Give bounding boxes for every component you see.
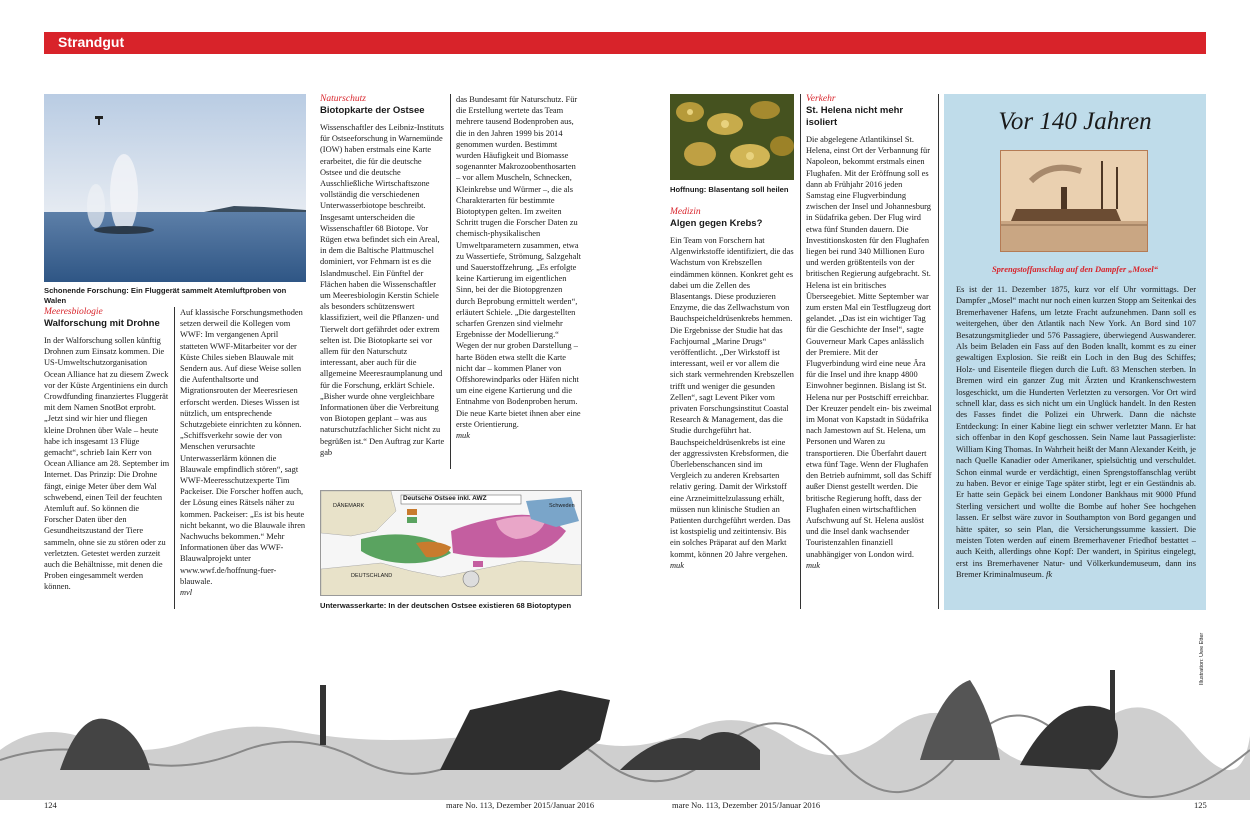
whale-author: mvl — [180, 588, 193, 598]
section-title: Strandgut — [58, 34, 125, 50]
issue-info-right: mare No. 113, Dezember 2015/Januar 2016 — [672, 800, 821, 810]
whale-text-2: Auf klassische Forschungsmethoden setzen derweil die Kollegen vom WWF: Im vergangenen April statteten WWF-Mitarbeiter vor der Küste Chiles sieben Blauwale mit Sendern aus. Auf diese Weise sollen die Aufenthaltsorte und Migrationsrouten der Meeresriesen erforscht werden. Dieses Wissen ist nützlich, um entsprechende Schutzgebiete einrichten zu können. „Schiffsverkehr sowie der von Menschen verursachte Unterwasserlärm können die Blauwale empfindlich stören“, sagt WWF-Meeresschutzexperte Tim Packeiser. Die Forscher hoffen auch, der Lösung eines Rätsels näher zu kommen. Packeiser: „Es ist bis heute nicht bekannt, wo die Blauwale ihren Nachwuchs bekommen.“ Mehr Informationen über das WWF-Blauwalprojekt unter www.wwf.de/hoffnung-fuer-blauwale. — [180, 308, 306, 586]
biotop-author: muk — [456, 431, 470, 441]
baltic-biotope-map — [320, 490, 582, 596]
history-sidebar — [944, 94, 1206, 610]
article-biotop-col2 — [456, 94, 582, 479]
biotop-kicker: Naturschutz — [320, 94, 366, 104]
algae-photo-caption: Hoffnung: Blasentang soll heilen — [670, 185, 789, 194]
whale-kicker: Meeresbiologie — [44, 307, 103, 317]
sidebar-caption: Sprengstoffanschlag auf den Dampfer „Mosel“ — [991, 264, 1159, 274]
algae-author: muk — [670, 560, 684, 570]
page-number-right: 125 — [1194, 800, 1207, 810]
sidebar-body: Es ist der 11. Dezember 1875, kurz vor elf Uhr vormittags. Der Dampfer „Mosel“ macht nur noch einen kurzen Stopp am Seitenkai des Bremerhavener Hafens, um letzte Fracht aufzunehmen. Dann soll es weitergehen, über den Atlantik nach New York. An Bord sind 107 Besatzungsmitglieder und 576 Passagiere, überwiegend Auswanderer. Als beim Beladen ein Fass auf den Boden knallt, kommt es zu einer gewaltigen Explosion. Sie reißt ein Loch in den Bug des Schiffes; Holz- und Eisenteile fliegen durch die Luft. 83 Menschen sterben. In Bremen wird ein ganzer Zug mit Ärzten und Krankenschwestern losgeschickt, um die Hunderten Verletzten zu versorgen. Vor Ort wird schnell klar, dass es sich nicht um ein Unglück handelt. In den Resten des Fasses findet die Polizei ein Uhrwerk. Dann die nächste Entdeckung: In einer Kabine liegt ein schwer verletzter Mann. Er hat sich offenbar in den Kopf geschossen. Sein Name laut Passagierliste: William King Thomas. In Wahrheit heißt der Mann Alexander Keith, je nach Quelle Kanadier oder Amerikaner, spielsüchtig und verschuldet. Schon einmal wurde er verdächtigt, einen Sprengstoffanschlag verübt zu haben. Bevor er einige Tage später stirbt, legt er ein Geständnis ab. Er hatte sein Gepäck bei einem Londoner Bankhaus mit 9000 Pfund Sterling versichert und wollte die Bombe auf hoher See hochgehen lassen. Er selbst wäre zuvor in Southampton von Bord gegangen und hätte später, so sein Plan, die Versicherungssumme kassiert. Die meisten Toten werden auf einem Bremerhavener Friedhof bestattet – auch Keith, allerdings ohne Kopf: Der wandert, in Spiritus eingelegt, erst ins Bremerhavener Natur- und Völkerkundemuseum, dann ins Bremer Kriminalmuseum. — [956, 285, 1197, 580]
algae-text: Ein Team von Forschern hat Algenwirkstoffe identifiziert, die das Wachstum von Krebszellen eindämmen können. Konkret geht es dabei um die Zellen des Blasentangs. Diese produzieren Enzyme, die das Zellwachstum von Bauchspeicheldrüsenkrebs hemmen. Die Ergebnisse der Studie hat das Fachjournal „Marine Drugs“ veröffentlicht. „Der Wirkstoff ist interessant, weil er vor allem die sich stark vermehrenden Krebszellen trifft und weniger die gesunden Zellen“, sagt Levent Piker vom privaten Forschungsinstitut Coastal Research & Management, das die Studie durchgeführt hat. Bauchspeicheldrüsenkrebs ist eine der aggressivsten Krebsformen, die Überlebenschancen sind im Vergleich zu anderen Krebsarten relativ gering. Damit der Wirkstoff eine Arzneimittelzulassung erhält, müssen nun klinische Studien an Patienten durchgeführt werden. Das ist kostspielig und zeitintensiv. Bis ein solches Präparat auf den Markt kommt, können 20 Jahre vergehen. — [670, 236, 794, 559]
column-divider — [450, 94, 451, 469]
article-whale-col1 — [44, 307, 170, 619]
column-divider — [800, 94, 801, 609]
article-algae — [670, 207, 794, 602]
whale-photo-caption: Schonende Forschung: Ein Fluggerät sammelt Atemluftproben von Walen — [44, 286, 287, 305]
article-st-helena — [806, 94, 932, 604]
sidebar-title: Vor 140 Jahren — [998, 108, 1152, 135]
biotop-text-2: das Bundesamt für Naturschutz. Für die Erstellung wertete das Team mehrere tausend Bodenproben aus, die in den Jahren 1999 bis 2014 genommen wurden. Bestimmt wurden Häufigkeit und Biomasse sogenannter Makrozoobenthosarten – vor allem Muscheln, Schnecken, Kleinkrebse und Würmer –, die als Charakterarten für bestimmte Biotoptypen gelten. Im zweiten Schritt trugen die Forscher Daten zu chemisch-physikalischen Umweltparametern zusammen, etwa zu Wassertiefe, Strömung, Salzgehalt und Sauerstoffzehrung. „Es erfolgte keine Kartierung im eigentlichen Sinn, bei der die Biotopgrenzen durch Beprobung ermittelt werden“, erläutert Schiele. „Die dargestellten scharfen Grenzen sind vielmehr Ergebnisse der Modellierung.“ Wegen der nur groben Darstellung – harte Böden etwa stellt die Karte nicht dar – kommen Planer von Offshorewindparks oder Häfen nicht um eine eigene Kartierung und die Entnahme von Bodenproben herum. Die neue Karte bietet ihnen aber eine erste Orientierung. — [456, 95, 581, 429]
sidebar-author: fk — [1046, 570, 1053, 580]
article-whale-col2 — [180, 307, 306, 619]
algae-photo — [670, 94, 794, 180]
helena-author: muk — [806, 560, 820, 570]
map-title: Deutsche Ostsee inkl. AWZ — [403, 495, 487, 502]
whale-text-1: In der Walforschung sollen künftig Drohnen zum Einsatz kommen. Die US-Umweltschutzorganisation Ocean Alliance hat zu diesem Zweck vor der Küste Argentiniens ein durch Crowdfunding finanziertes Fluggerät mit dem Namen SnotBot erprobt. „Jetzt sind wir hier und fliegen kleine Drohnen über Wale – heute habe ich insgesamt 13 Flüge gemacht“, schrieb Iain Kerr von Ocean Alliance am 28. September im Internet. Das Prinzip: Die Drohne fängt, einige Meter über dem Wal schwebend, einen Teil der feuchten Atemluft auf. So können die Forscher Daten über den Gesundheitszustand der Tiere sammeln, ohne sie zu stören oder zu verletzten. Getestet werden zurzeit auch die Behältnisse, mit denen die Proben eingesammelt werden können. — [44, 336, 170, 592]
helena-text: Die abgelegene Atlantikinsel St. Helena, einst Ort der Verbannung für Napoleon, bekommt erstmals einen Flughafen. Mit der Eröffnung soll es dann ab Frühjahr 2016 jeden Samstag eine Flugverbindung zwischen der Insel und Johannesburg in Südafrika geben. Der Flug wird etwa fünf Stunden dauern. Die Investitionskosten für den Flughafen liegen bei rund 340 Millionen Euro und werden größtenteils von der britischen Regierung aufgebracht. St. Helena ist ein britisches Überseegebiet. Mitte September war zum ersten Mal ein Testflugzeug dort gelandet. „Das ist ein wichtiger Tag für die Geschichte der Insel“, sagte Gouverneur Mark Capes anlässlich der Premiere. Mit der Flugverbindung wird eine neue Ära für die Insel und ihre knapp 4800 Einwohner beginnen. Bislang ist St. Helena nur per Postschiff erreichbar. Der Kreuzer pendelt ein- bis zweimal im Monat von Kapstadt in Südafrika nach Jamestown auf St. Helena, um Personen und Waren zu transportieren. Die Überfahrt dauert etwa fünf Tage. Wenn der Flughafen den Betrieb aufnimmt, soll das Schiff außer Dienst gestellt werden. Die britische Regierung hofft, dass der Flughafen einen wirtschaftlichen Aufschwung auf St. Helena auslöst und die Insel dank wachsender Touristenzahlen finanziell unabhängiger von London wird. — [806, 135, 932, 559]
illustration-credit: Illustration: Uwe Etter — [1199, 632, 1205, 685]
biotop-headline: Biotopkarte der Ostsee — [320, 105, 425, 116]
map-caption: Unterwasserkarte: In der deutschen Ostsee existieren 68 Biotoptypen — [320, 601, 572, 610]
section-banner — [44, 32, 1206, 54]
algae-headline: Algen gegen Krebs? — [670, 218, 763, 229]
map-label-denmark: DÄNEMARK — [333, 503, 365, 509]
page-number-left: 124 — [44, 800, 57, 810]
map-label-sweden: Schweden — [549, 503, 575, 509]
sidebar-text — [956, 284, 1196, 581]
helena-kicker: Verkehr — [806, 94, 836, 104]
helena-headline: St. Helena nicht mehr isoliert — [806, 105, 904, 128]
map-label-germany: DEUTSCHLAND — [351, 573, 393, 579]
whale-headline: Walforschung mit Drohne — [44, 318, 160, 329]
whale-photo — [44, 94, 306, 282]
biotop-text-1: Wissenschaftler des Leibniz-Instituts für Ostseeforschung in Warnemünde (IOW) haben erstmals eine Karte erarbeitet, die für die deutsche Ostsee und die deutsche Ausschließliche Wirtschaftszone vollständig die verschiedenen Unterwasserbiotope beschreibt. Insgesamt unterscheiden die Wissenschaftler 68 Biotope. Vor Rügen etwa befindet sich ein Areal, in dem die Baltische Plattmuschel dominiert, vor Fehmarn ist es die Islandmuschel. Ein Fünftel der Flächen haben die Wissenschaftler um Meeresbiologin Kerstin Schiele als besonders schützenswert klassifiziert, weil die Pflanzen- und Tierwelt dort gefährdet oder extrem selten ist. Die Biotopkarte sei vor allem für den Naturschutz interessant, aber auch für die allgemeine Meeresraumplanung und für die Forschung, erklärt Schiele. „Bisher wurde ohne vergleichbare Informationen über die Verbreitung von Biotopen geplant – was aus naturschutzfachlicher Sicht nicht zu begrüßen ist.“ Den Auftrag zur Karte gab — [320, 123, 445, 457]
column-divider — [938, 94, 939, 609]
shipwreck-frieze-illustration — [0, 650, 1250, 800]
issue-info-left: mare No. 113, Dezember 2015/Januar 2016 — [446, 800, 595, 810]
algae-kicker: Medizin — [670, 207, 701, 217]
mosel-engraving — [1000, 150, 1148, 252]
article-biotop-col1 — [320, 94, 446, 479]
column-divider — [174, 307, 175, 609]
